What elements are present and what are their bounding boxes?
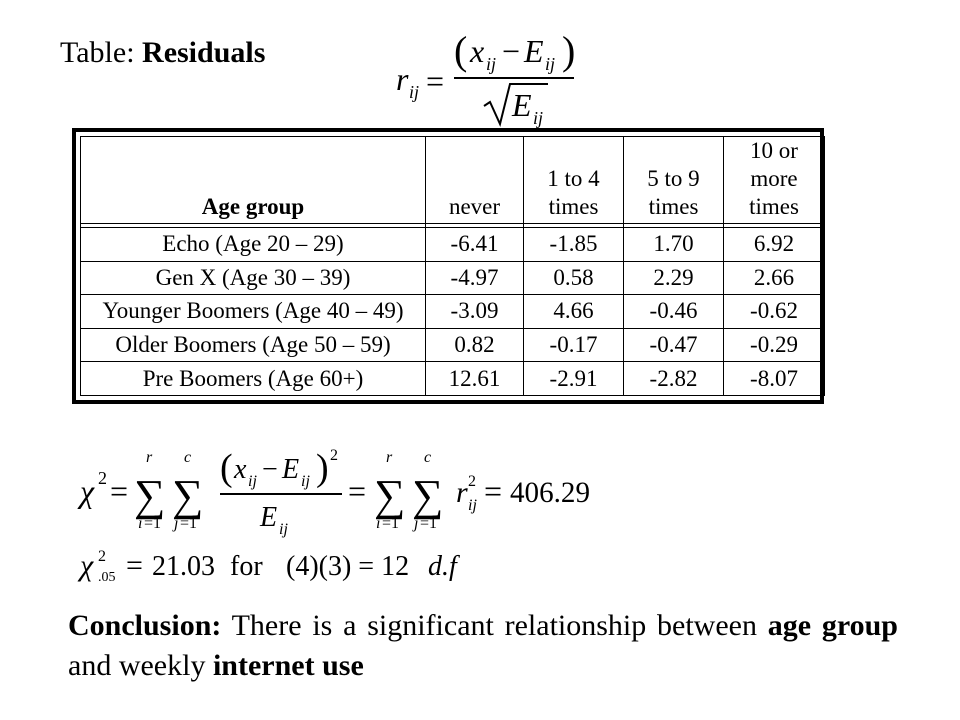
residual-formula (392, 20, 592, 130)
chi-square-formula (80, 440, 590, 540)
svg-text:∑: ∑ (134, 471, 166, 520)
header-1-to-4: 1 to 4 times (524, 137, 624, 224)
cell-value: -2.82 (624, 362, 724, 396)
title-prefix: Table: (60, 36, 143, 69)
table-header-row (81, 137, 825, 224)
conclusion-text-1: There is a significant relationship between (221, 609, 768, 642)
svg-text:): ) (316, 447, 329, 489)
formula-r-sub: ij (409, 82, 420, 102)
formula-equals: = (426, 63, 445, 99)
svg-text:j: j (174, 515, 179, 532)
formula-e: E (524, 33, 544, 69)
table-row (81, 295, 825, 329)
cell-value: 1.70 (624, 228, 724, 262)
svg-text:=: = (484, 473, 503, 509)
table-row (81, 261, 825, 295)
cell-value: -6.41 (426, 228, 524, 262)
cell-value: 12.61 (426, 362, 524, 396)
crit-value: 21.03 (152, 551, 215, 582)
formula-den-e: E (512, 87, 532, 123)
formula-paren-close: ) (562, 28, 576, 73)
cell-value: -1.85 (524, 228, 624, 262)
table-row (81, 228, 825, 262)
slide-title (60, 36, 265, 70)
conclusion-text (68, 606, 898, 686)
title-bold: Residuals (142, 36, 266, 69)
svg-text:=1: =1 (144, 515, 162, 532)
cell-value: -3.09 (426, 295, 524, 329)
crit-df-expr: (4)(3) = 12 (286, 551, 410, 582)
svg-text:∑: ∑ (412, 471, 444, 520)
conclusion-bold-1: age group (767, 609, 898, 642)
svg-text:c: c (424, 449, 432, 466)
header-5-to-9: 5 to 9 times (624, 137, 724, 224)
header-10-or-more: 10 or more times (724, 137, 825, 224)
svg-text:2: 2 (98, 468, 107, 488)
conclusion-bold-2: internet use (212, 649, 364, 682)
svg-text:r: r (456, 476, 468, 509)
formula-paren-open: ( (454, 28, 468, 73)
crit-df-label: d.f (428, 551, 457, 582)
svg-text:=: = (348, 473, 367, 509)
svg-text:E: E (260, 502, 278, 533)
svg-text:ij: ij (279, 521, 288, 538)
svg-text:−: − (262, 454, 278, 485)
svg-text:i: i (376, 515, 381, 532)
table-row (81, 328, 825, 362)
row-label: Older Boomers (Age 50 – 59) (81, 328, 426, 362)
svg-text:∑: ∑ (374, 471, 406, 520)
svg-text:i: i (138, 515, 143, 532)
row-label: Gen X (Age 30 – 39) (81, 261, 426, 295)
svg-text:χ: χ (80, 473, 95, 509)
cell-value: 6.92 (724, 228, 825, 262)
formula-minus: − (502, 33, 521, 69)
svg-text:=: = (126, 549, 143, 582)
cell-value: 0.82 (426, 328, 524, 362)
crit-for: for (230, 551, 263, 582)
svg-text:2: 2 (468, 473, 476, 490)
formula-den-e-sub: ij (533, 108, 544, 128)
svg-text:2: 2 (98, 548, 106, 565)
cell-value: -2.91 (524, 362, 624, 396)
svg-text:ij: ij (468, 497, 477, 514)
svg-text:=1: =1 (420, 515, 438, 532)
cell-value: 2.29 (624, 261, 724, 295)
svg-text:∑: ∑ (172, 471, 204, 520)
svg-text:c: c (184, 449, 192, 466)
residuals-table-frame (72, 128, 824, 404)
formula-x-sub: ij (486, 54, 497, 74)
cell-value: -0.17 (524, 328, 624, 362)
svg-text:χ: χ (80, 549, 94, 582)
conclusion-text-2: and weekly (68, 649, 213, 682)
header-never: never (426, 137, 524, 224)
svg-text:j: j (414, 515, 419, 532)
conclusion-label: Conclusion: (68, 609, 222, 642)
svg-text:ij: ij (248, 473, 257, 490)
svg-text:ij: ij (301, 473, 310, 490)
cell-value: -8.07 (724, 362, 825, 396)
cell-value: -0.62 (724, 295, 825, 329)
svg-text:(: ( (220, 447, 233, 489)
row-label: Younger Boomers (Age 40 – 49) (81, 295, 426, 329)
row-label: Pre Boomers (Age 60+) (81, 362, 426, 396)
svg-text:=1: =1 (180, 515, 198, 532)
svg-text:x: x (234, 454, 247, 485)
row-label: Echo (Age 20 – 29) (81, 228, 426, 262)
header-age-group: Age group (81, 137, 426, 224)
svg-text:r: r (146, 449, 153, 466)
formula-e-sub: ij (545, 54, 556, 74)
svg-text:r: r (386, 449, 393, 466)
svg-text:=: = (110, 473, 129, 509)
formula-r: r (396, 61, 409, 97)
table-row (81, 362, 825, 396)
chi-result: 406.29 (510, 476, 590, 509)
svg-text:E: E (282, 454, 300, 485)
cell-value: 0.58 (524, 261, 624, 295)
cell-value: -0.47 (624, 328, 724, 362)
residuals-table (80, 136, 825, 396)
svg-text:=1: =1 (382, 515, 400, 532)
crit-alpha: .05 (98, 570, 116, 585)
critical-value-formula (80, 545, 480, 585)
cell-value: 2.66 (724, 261, 825, 295)
formula-x: x (470, 33, 485, 69)
cell-value: -0.29 (724, 328, 825, 362)
svg-text:2: 2 (330, 447, 338, 464)
cell-value: -0.46 (624, 295, 724, 329)
cell-value: -4.97 (426, 261, 524, 295)
cell-value: 4.66 (524, 295, 624, 329)
